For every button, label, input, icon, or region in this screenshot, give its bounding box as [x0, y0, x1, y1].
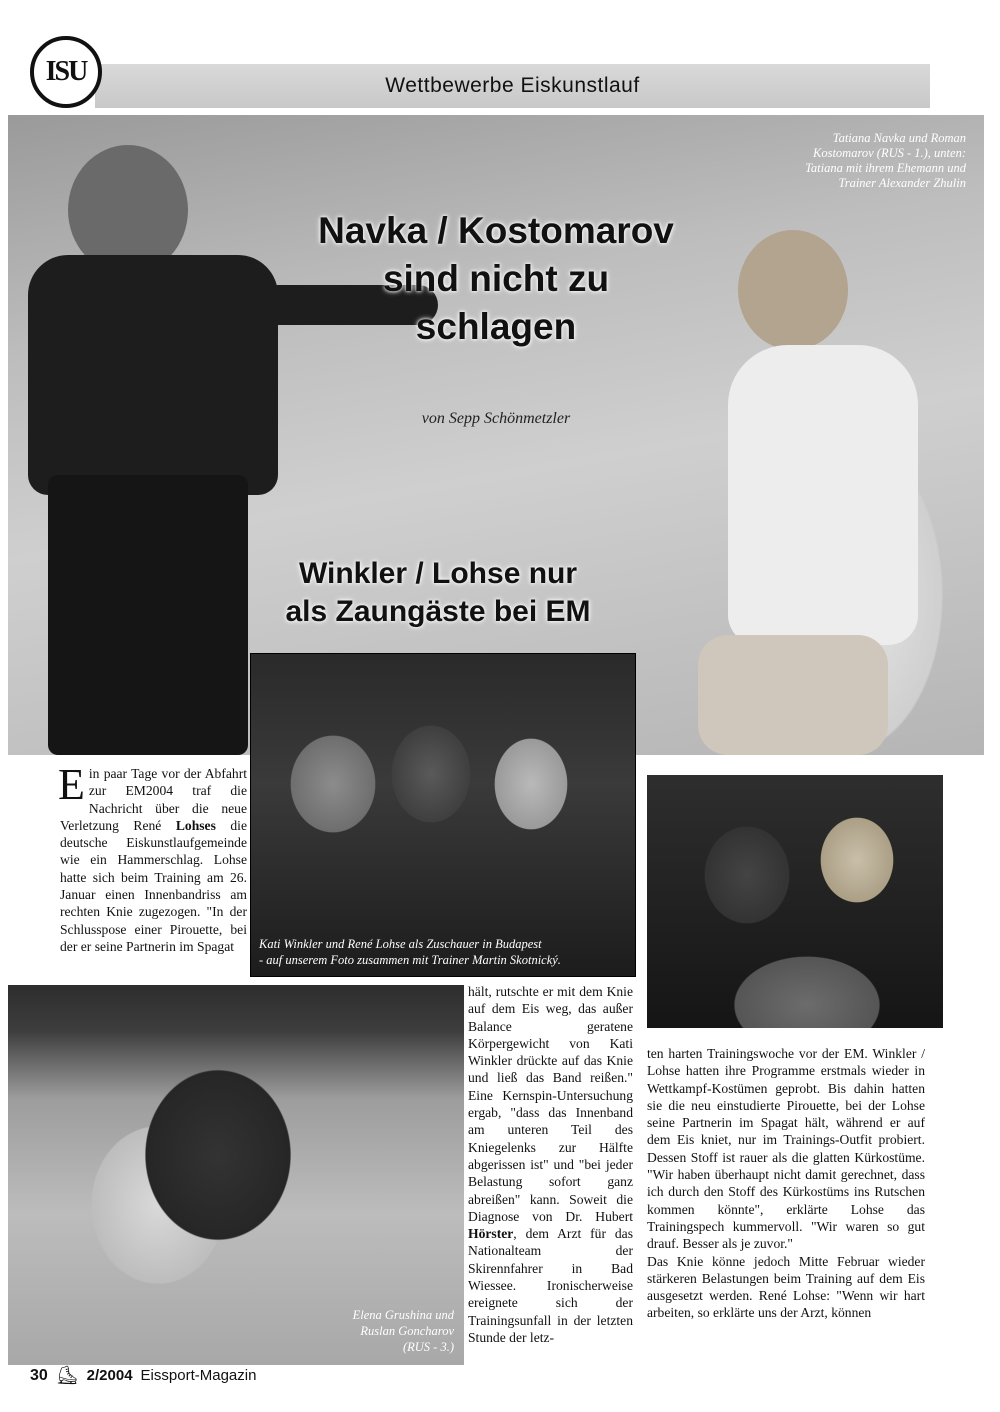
- subtitle-line: als Zaungäste bei EM: [285, 595, 591, 628]
- title-line: sind nicht zu: [382, 258, 610, 299]
- paragraph: ten harten Trainingswoche vor der EM. Winkler / Lohse hatten ihre Programme erstmals wieder in Wettkampf-Kostümen geprobt. Bis dahin hatten sie die neu einstudierte Pirouette, bei der Lohse seine Partnerin im Spagat hält, während er auf dem Eis kniet, nur im Trainings-Outfit probiert. Dessen Stoff ist rauer als die glatten Kürkostüme. "Wir haben überhaupt nicht damit gerechnet, dass ich durch den Stoff des Kürkostüms ins Rutschen kommen könnte", erklärte Lohse das Trainingspech kummervoll. "Wir waren so gut drauf. Besser als je zuvor.": [647, 1046, 925, 1252]
- article-column-3: [647, 1045, 925, 1322]
- skater-female-legs: [698, 635, 888, 755]
- bold-name: Hörster: [468, 1226, 514, 1242]
- drop-cap: E: [58, 760, 85, 809]
- article-column-2: [468, 983, 633, 1346]
- issue-number: 2/2004: [86, 1367, 133, 1384]
- bold-name: Lohses: [175, 817, 216, 833]
- column-text: , dem Arzt für das Nationalteam der Skirennfahrer in Bad Wiessee. Ironischerweise ereignete sich der Trainingsunfall in der letzten Stunde der letz-: [468, 1226, 633, 1345]
- caption-line: Ruslan Goncharov: [360, 1324, 454, 1338]
- grushina-goncharov-photo: [8, 985, 464, 1365]
- skater-female-body: [728, 345, 918, 645]
- byline: von Sepp Schönmetzler: [421, 410, 571, 427]
- caption-line: Elena Grushina und: [352, 1308, 454, 1322]
- article-subtitle: [198, 555, 678, 631]
- magazine-name: Eissport-Magazin: [140, 1367, 257, 1384]
- hero-caption: Tatiana Navka und Roman Kostomarov (RUS - 1.), unten: Tatiana mit ihrem Ehemann und Trainer Alexander Zhulin: [805, 131, 966, 190]
- navka-zhulin-photo: [647, 775, 943, 1028]
- caption-line: (RUS - 3.): [402, 1340, 454, 1354]
- section-header: [95, 64, 930, 108]
- spectators-photo: [250, 653, 636, 977]
- article-title: [8, 207, 984, 351]
- isu-logo: [30, 36, 102, 108]
- column-text: in paar Tage vor der Abfahrt zur EM2004 traf die Nachricht über die neue Verletzung René: [60, 766, 247, 833]
- skater-logo-icon: ⛸: [55, 1365, 79, 1385]
- article-column-1: [58, 760, 247, 955]
- caption-line: - auf unserem Foto zusammen mit Trainer Martin Skotnický.: [259, 953, 561, 967]
- page-number: 30: [30, 1366, 48, 1384]
- spectators-caption: [259, 936, 629, 968]
- column-text: die deutsche Eiskunstlaufgemeinde wie ein Hammerschlag. Lohse hatte sich beim Training am 26. Januar einen Innenbandriss am rechten Knie zugezogen. "In der Schlusspose einer Pirouette, bei der er seine Partnerin im Spagat: [60, 817, 247, 954]
- page-footer: [30, 1365, 256, 1386]
- paragraph: Das Knie könne jedoch Mitte Februar wieder stärkeren Belastungen beim Training auf dem Eis ausgesetzt werden. René Lohse: "Wenn wir hart arbeiten, so erklärte uns der Arzt, können: [647, 1253, 925, 1321]
- title-line: Navka / Kostomarov: [318, 210, 674, 251]
- section-title: Wettbewerbe Eiskunstlauf: [385, 74, 640, 97]
- column-text: hält, rutschte er mit dem Knie auf dem Eis weg, das außer Balance geratene Körpergewicht von Kati Winkler drückte auf das Knie und ließ das Band reißen." Eine Kernspin-Untersuchung ergab, "dass das Innenband am unteren Teil des Kniegelenks zur Hälfte abgerissen ist" und "bei jeder Belastung sofort ganz abreißen" kann. Soweit die Diagnose von Dr. Hubert: [468, 984, 633, 1224]
- subtitle-line: Winkler / Lohse nur: [298, 557, 578, 590]
- caption-line: Kati Winkler und René Lohse als Zuschauer in Budapest: [259, 937, 542, 951]
- title-line: schlagen: [415, 306, 577, 347]
- logo-text: ISU: [45, 56, 87, 87]
- grushina-caption: [314, 1307, 454, 1355]
